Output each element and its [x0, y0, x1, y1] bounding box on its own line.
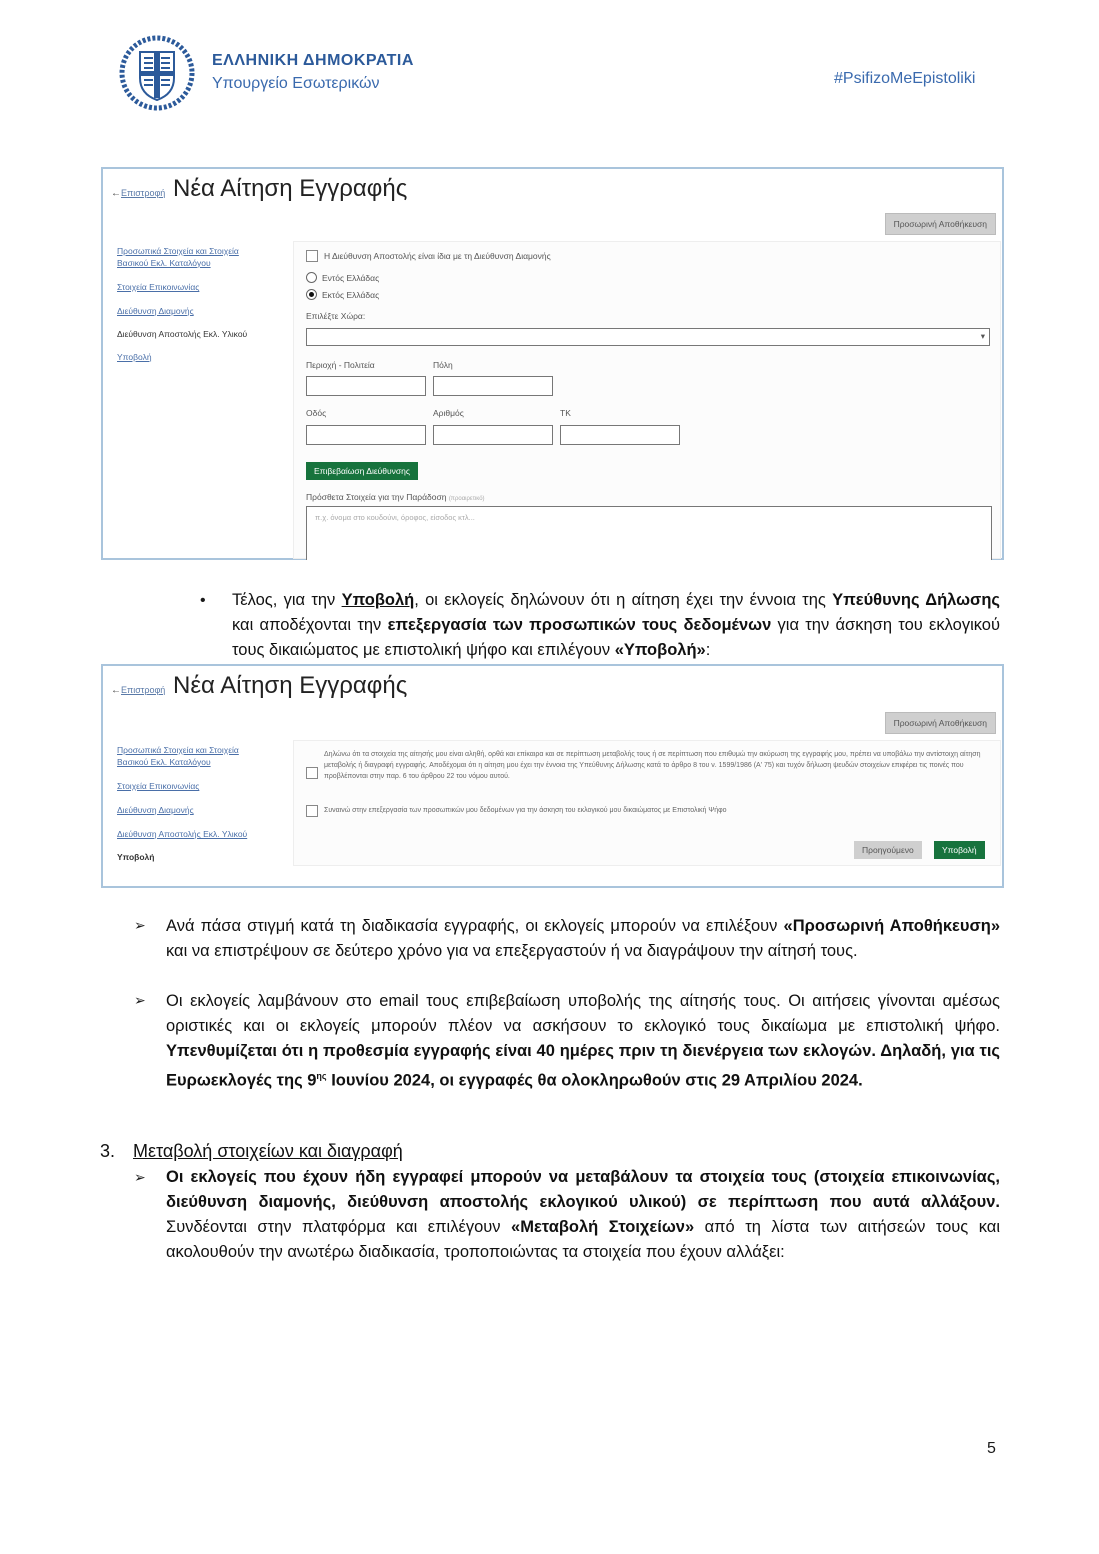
submit-paragraph: Τέλος, για την Υποβολή, οι εκλογείς δηλώνουν ότι η αίτηση έχει την έννοια της Υπεύθυνης Δήλωσης και αποδέχονται την επεξεργασία των προσωπικών τους δεδομένων για την άσκηση του εκλογικού τους δικαιώματος με επιστολική ψήφο και επιλέγουν «Υποβολή»:: [232, 591, 1001, 659]
back-link[interactable]: ←Επιστροφή: [111, 188, 166, 199]
sidebar-item-residence[interactable]: Διεύθυνση Διαμονής: [117, 306, 194, 316]
sidebar-item-residence[interactable]: Διεύθυνση Διαμονής: [117, 805, 194, 815]
sidebar-item-mailing[interactable]: Διεύθυνση Αποστολής Εκλ. Υλικού: [117, 829, 248, 839]
bullet-icon: •: [200, 592, 206, 609]
region-input[interactable]: [306, 376, 426, 396]
radio-inside-label: Εντός Ελλάδας: [322, 273, 380, 283]
previous-button[interactable]: Προηγούμενο: [854, 841, 922, 859]
number-label: Αριθμός: [433, 408, 464, 418]
consent-text: Συναινώ στην επεξεργασία των προσωπικών μου δεδομένων για την άσκηση του εκλογικού μου δικαιώματος με Επιστολική Ψήφο: [324, 807, 727, 814]
declaration-checkbox[interactable]: [306, 767, 318, 779]
greek-coat-of-arms-icon: [118, 34, 196, 112]
radio-inside-greece[interactable]: [306, 272, 317, 283]
city-label: Πόλη: [433, 360, 453, 370]
back-arrow-icon: ←: [111, 685, 121, 696]
extra-info-textarea[interactable]: [306, 506, 992, 560]
radio-outside-greece[interactable]: [306, 289, 317, 300]
zip-label: ΤΚ: [560, 408, 571, 418]
sidebar-item-contact[interactable]: Στοιχεία Επικοινωνίας: [117, 282, 200, 292]
region-label: Περιοχή - Πολιτεία: [306, 360, 375, 370]
org-title: ΕΛΛΗΝΙΚΗ ΔΗΜΟΚΡΑΤΙΑ: [212, 52, 414, 69]
submit-button[interactable]: Υποβολή: [934, 841, 985, 859]
page-number: 5: [987, 1440, 996, 1457]
city-input[interactable]: [433, 376, 553, 396]
page-title: Νέα Αίτηση Εγγραφής: [173, 175, 408, 202]
arrow-bullet-icon: ➢: [134, 917, 146, 933]
back-arrow-icon: ←: [111, 188, 121, 199]
temp-save-button[interactable]: Προσωρινή Αποθήκευση: [885, 712, 996, 734]
same-address-checkbox[interactable]: [306, 250, 318, 262]
same-address-label: Η Διεύθυνση Αποστολής είναι ίδια με τη Διεύθυνση Διαμονής: [324, 251, 551, 261]
temp-save-paragraph: Ανά πάσα στιγμή κατά τη διαδικασία εγγραφής, οι εκλογείς μπορούν να επιλέξουν «Προσωρινή Αποθήκευση» και να επιστρέψουν σε δεύτερο χρόνο για να επεξεργαστούν ή να διαγράψουν την αίτησή τους.: [166, 917, 1001, 960]
hashtag: #PsifizoMeEpistoliki: [834, 70, 976, 87]
confirmation-paragraph: Οι εκλογείς λαμβάνουν στο email τους επιβεβαίωση υποβολής της αίτησής τους. Οι αιτήσεις γίνονται αμέσως οριστικές και οι εκλογείς μπορούν πλέον να ασκήσουν το εκλογικό τους δικαίωμα με επιστολική ψήφο. Υπενθυμίζεται ότι η προθεσμία εγγραφής είναι 40 ημέρες πριν τη διενέργεια των εκλογών. Δηλαδή, για τις Ευρωεκλογές της $9^{\eta\varsigma}$ Ιουνίου 2024, οι εγγραφές θα ολοκληρωθούν στις 29 Απριλίου 2024.: [166, 992, 1000, 1090]
zip-input[interactable]: [560, 425, 680, 445]
back-link[interactable]: ←Επιστροφή: [111, 685, 166, 696]
arrow-bullet-icon: ➢: [134, 1169, 146, 1185]
page-title: Νέα Αίτηση Εγγραφής: [173, 672, 408, 699]
street-input[interactable]: [306, 425, 426, 445]
declaration-text: Δηλώνω ότι τα στοιχεία της αίτησής μου είναι αληθή, ορθά και επίκαιρα και σε περίπτωση μεταβολής τους ή σε περίπτωση που επιθυμώ την ακύρωση της εγγραφής μου, πρέπει να υποβάλω την αντίστοιχη αίτηση μεταβολής ή διαγραφή εγγραφής. Αποδέχομαι ότι η αίτηση μου έχει την έννοια της Υπεύθυνης Δήλωσης κατά το άρθρο 8 του ν. 1599/1986 (Α' 75) και τυχόν δήλωση ψευδών στοιχείων επιφέρει τις ποινές που προβλέπονται στην παρ. 6 του άρθρου 22 του νόμου αυτού.: [324, 751, 981, 780]
arrow-bullet-icon: ➢: [134, 992, 146, 1008]
change-details-paragraph: Οι εκλογείς που έχουν ήδη εγγραφεί μπορούν να μεταβάλουν τα στοιχεία τους (στοιχεία επικοινωνίας, διεύθυνση διαμονής, διεύθυνση αποστολής εκλογικού υλικού) σε περίπτωση που αυτά αλλάξουν. Συνδέονται στην πλατφόρμα και επιλέγουν «Μεταβολή Στοιχείων» από τη λίστα των αιτήσεών τους και ακολουθούν την ανωτέρω διαδικασία, τροποποιώντας τα στοιχεία που έχουν αλλάξει:: [166, 1168, 1001, 1261]
country-label: Επιλέξτε Χώρα:: [306, 311, 366, 321]
section-title: Μεταβολή στοιχείων και διαγραφή: [133, 1141, 403, 1161]
street-label: Οδός: [306, 408, 327, 418]
confirm-address-button[interactable]: Επιβεβαίωση Διεύθυνσης: [306, 462, 418, 480]
org-subtitle: Υπουργείο Εσωτερικών: [212, 75, 380, 92]
form-panel: [293, 241, 1001, 559]
country-select[interactable]: [306, 328, 990, 346]
chevron-down-icon: ▾: [980, 331, 985, 341]
sidebar-item-submit[interactable]: Υποβολή: [117, 852, 155, 862]
declaration-panel: [293, 740, 1001, 866]
sidebar-item-personal[interactable]: Προσωπικά Στοιχεία και Στοιχεία Βασικού Εκλ. Καταλόγου: [117, 745, 239, 767]
temp-save-button[interactable]: Προσωρινή Αποθήκευση: [885, 213, 996, 235]
sidebar-item-submit[interactable]: Υποβολή: [117, 352, 152, 362]
extra-info-placeholder: π.χ. όνομα στο κουδούνι, όροφος, είσοδος κτλ...: [315, 513, 475, 522]
sidebar-item-personal[interactable]: Προσωπικά Στοιχεία και Στοιχεία Βασικού Εκλ. Καταλόγου: [117, 246, 239, 268]
radio-outside-label: Εκτός Ελλάδας: [322, 290, 380, 300]
extra-info-label: Πρόσθετα Στοιχεία για την Παράδοση (προαιρετικό): [306, 492, 485, 502]
screenshot-submit-form: [101, 664, 1004, 888]
section-number: 3.: [100, 1141, 116, 1161]
consent-checkbox[interactable]: [306, 805, 318, 817]
optional-tag: (προαιρετικό): [448, 496, 485, 502]
screenshot-address-form: [101, 167, 1004, 560]
sidebar-item-mailing[interactable]: Διεύθυνση Αποστολής Εκλ. Υλικού: [117, 329, 248, 339]
number-input[interactable]: [433, 425, 553, 445]
sidebar-item-contact[interactable]: Στοιχεία Επικοινωνίας: [117, 781, 200, 791]
